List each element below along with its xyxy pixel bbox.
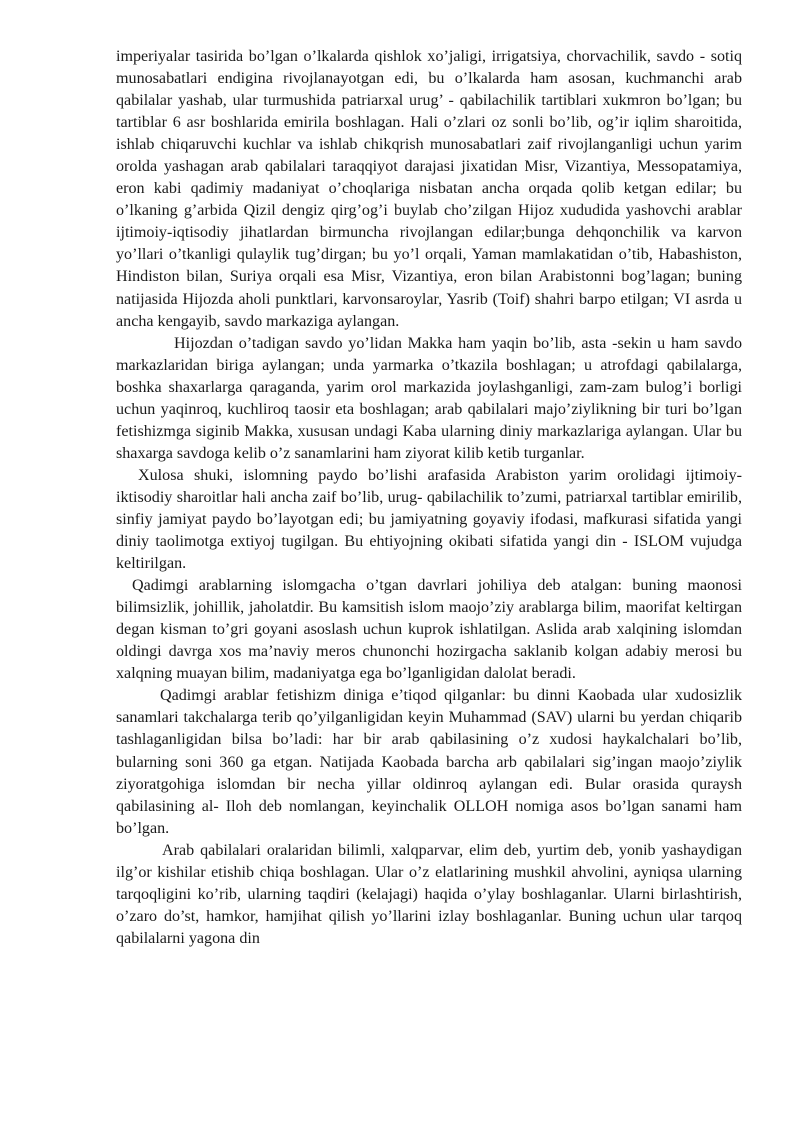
document-body [116,46,742,950]
paragraph: Qadimgi arablarning islomgacha o’tgan davrlari johiliya deb atalgan: buning maonosi bilimsizlik, johillik, jaholatdir. Bu kamsitish islom maojo’ziy arablarga bilim, maorifat keltirgan degan kisman to’gri goyani asoslash uchun kuprok ishlatilgan. Aslida arab xalqining islomdan oldingi davrga xos ma’naviy meros chunonchi hozirgacha saklanib kolgan adabiy merosi bu xalqning muayan bilim, madaniyatga ega bo’lganligidan dalolat beradi. [116,577,742,683]
paragraph: Hijozdan o’tadigan savdo yo’lidan Makka ham yaqin bo’lib, asta -sekin u ham savdo markazlaridan biriga aylangan; unda yarmarka o’tkazila boshlagan; u atrofdagi qabilalarga, boshka shaxarlarga qaraganda, yarim orol markazida joylashganligi, zam-zam bulog’i borligi uchun yaqinroq, kuchliroq taosir eta boshlagan; arab qabilalari majo’ziylikning bir turi bo’lgan fetishizmga siginib Makka, xususan undagi Kaba ularning diniy markazlariga aylangan. Ular bu shaxarga savdoga kelib o’z sanamlarini ham ziyorat kilib ketib turganlar. [116,334,742,462]
paragraph: Arab qabilalari oralaridan bilimli, xalqparvar, elim deb, yurtim deb, yonib yashaydigan ilg’or kishilar etishib chiqa boshlagan. Ular o’z elatlarining mushkil ahvolini, ayniqsa ularning tarqoqligini ko’rib, ularning taqdiri (kelajagi) haqida o’ylay boshlaganlar. Ularni birlashtirish, o’zaro do’st, hamkor, hamjihat qilish yo’llarini izlay boshlaganlar. Buning uchun ular tarqoq qabilalarni yagona din [116,841,742,947]
paragraph: Xulosa shuki, islomning paydo bo’lishi arafasida Arabiston yarim orolidagi ijtimoiy- iktisodiy sharoitlar hali ancha zaif bo’lib, urug- qabilachilik to’zumi, patriarxal tartiblar emirilib, sinfiy jamiyat paydo bo’layotgan edi; bu jamiyatning goyaviy ifodasi, mafkurasi sifatida yangi diniy taolimotga extiyoj tugilgan. Bu ehtiyojning okibati sifatida yangi din - ISLOM vujudga keltirilgan. [116,466,742,573]
paragraph: Qadimgi arablar fetishizm diniga e’tiqod qilganlar: bu dinni Kaobada ular xudosizlik sanamlari takchalarga terib qo’yilganligidan keyin Muhammad (SAV) ularni bu yerdan chiqarib tashlaganligidan bilsa bo’ladi: har bir arab qabilasining o’z xudosi haykalchalari bo’lib, bularning soni 360 ga etgan. Natijada Kaobada barcha arb qabilalari sig’ingan maojo’ziylik ziyoratgohiga islomdan bir necha yillar oldinroq aylangan edi. Bular orasida quraysh qabilasining al- Iloh deb nomlangan, keyinchalik OLLOH nomiga asos bo’lgan sanami ham bo’lgan. [116,687,742,837]
paragraph: imperiyalar tasirida bo’lgan o’lkalarda qishlok xo’jaligi, irrigatsiya, chorvachilik, savdo - sotiq munosabatlari endigina rivojlanayotgan edi, bu o’lkalarda ham asosan, kuchmanchi arab qabilalar yashab, ular turmushida patriarxal urug’ - qabilachilik tartiblari xukmron bo’lgan; bu tartiblar 6 asr boshlarida emirila boshlagan. Hali o’zlari oz sonli bo’lib, og’ir iqlim sharoitida, ishlab chiqaruvchi kuchlar va ishlab chikqrish munosabatlari zaif rivojlanganligi uchun yarim orolda yashagan arab qabilalari taraqqiyot darajasi jixatidan Misr, Vizantiya, Messopatamiya, eron kabi qadimiy madaniyat o’choqlariga nisbatan ancha orqada qolib ketgan edilar; bu o’lkaning g’arbida Qizil dengiz qirg’og’i buylab cho’zilgan Hijoz xududida yashovchi arablar ijtimoiy-iqtisodiy jihatlardan birmuncha rivojlangan edilar;bunga dehqonchilik va karvon yo’llari o’tkanligi qulaylik tug’dirgan; bu yo’l orqali, Yaman mamlakatidan o’tib, Habashiston, Hindiston bilan, Suriya orqali esa Misr, Vizantiya, eron bilan Arabistonni bog’lagan; buning natijasida Hijozda aholi punktlari, karvonsaroylar, Yasrib (Toif) shahri barpo etilgan; VI asrda u ancha kengayib, savdo markaziga aylangan. [116,48,742,330]
